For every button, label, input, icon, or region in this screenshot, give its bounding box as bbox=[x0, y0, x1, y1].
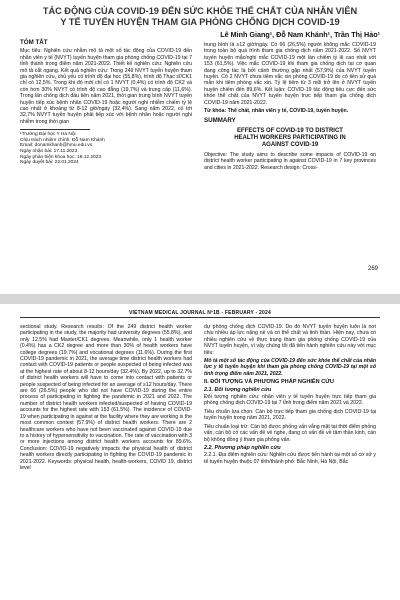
footnote-review: Ngày phản biện khoa học: 18.12.2023 bbox=[20, 154, 102, 160]
footnote-org: ¹Trường Đại học Y Hà Nội bbox=[20, 132, 76, 138]
page-270 bbox=[0, 304, 400, 600]
title-line-2: Y TẾ TUYẾN HUYỆN THAM GIA PHÒNG CHỐNG DỊCH COVID-19 bbox=[60, 16, 340, 27]
footnote-email: Email: donamkhanh@hmu.edu.vn bbox=[20, 143, 93, 149]
right-column-page2 bbox=[204, 324, 376, 467]
section-2-2-1-text: 2.2.1. Địa điểm nghiên cứu: Nghiên cứu được tiến hành tại một số cơ sở y tế tuyến huyện thuộc 07 tỉnh/thành phố: Bắc Ninh, Hà Nội, Bắc bbox=[204, 452, 376, 465]
abstract-vi: Mục tiêu: Nghiên cứu nhằm mô tả một số tác động của COVID-19 đến nhân viên y tế (NVYT) tuyến huyện tham gia phòng chống COVID-19 tại 7 tỉnh thành trong điểm năm 2021-2022. Thiết kế nghiên cứu: Nghiên cứu mô tả cắt ngang. Kết quả nghiên cứu: Trong 249 NVYT tuyến huyện tham gia nghiên cứu, chủ yếu có trình độ đại học (55,8%), trình độ Thạc sĩ/CK1 chỉ có 12,5%. Trong khi đó mới chỉ có 1 NVYT (0,4%) có trình độ CK2 và còn hơn 30% NVYT có trình độ cao đẳng (19,7%) và trung cấp (11,6%). Trong lần chống dịch đầu tiên năm 2021, thời gian trung bình NVYT tuyến huyện tiếp xúc bệnh nhân COVID-19 hoặc người nghi nhiễm chiếm tỷ lệ cao nhất ở khoảng từ 8-12 giờ/ngày (32,4%). Sang năm 2022, có tới 32,7% NVYT tuyến huyện phải tiếp xúc với bệnh nhân hoặc người nghi nhiễm trong thời gian bbox=[20, 48, 192, 125]
abstract-vi-continued: trung bình là ≥12 giờ/ngày. Có 66 (26,5%) người không mắc COVID-19 trong toàn bộ quá trình tham gia chống dịch năm 2021-2022. Số NVYT tuyến huyện mắc/nghi mắc COVID-19 một lần chiếm tỷ lệ cao nhất với 153 (61,5%). Việc mắc COVID-19 khi tham gia chống dịch tại cơ quan đang công tác là bởi cảnh thường gặp nhất (57,9%) của NVYT tuyến huyện. Có 2 NVYT chưa tiêm vắc xin phòng COVID-19 do có tiền sử quá mẫn khi tiêm phòng vắc xin. Tỷ lệ tiêm từ 3 mũi trở lên ở NVYT tuyến huyện chiếm đến 89,6%. Kết luận: COVID-19 tác động tiêu cực đến sức khỏe thể chất của NVYT tuyến huyện trực tiếp tham gia chống dịch COVID-19 năm 2021-2022. bbox=[204, 42, 376, 106]
section-2-heading: II. ĐỐI TƯỢNG VÀ PHƯƠNG PHÁP NGHIÊN CỨU bbox=[204, 379, 334, 386]
footnote-received: Ngày nhận bài: 17.11.2023 bbox=[20, 149, 78, 155]
keywords-vi: Từ khóa: Thể chất, nhân viên y tế, COVID-19, tuyến huyện. bbox=[204, 108, 349, 115]
tomtat-heading: TÓM TẮT bbox=[20, 39, 48, 46]
english-title-line-3: AGAINST COVID-19 bbox=[261, 141, 319, 148]
section-2-1-text: Đối tượng nghiên cứu: nhân viên y tế tuyến huyện trực tiếp tham gia phòng chống dịch COVID-19 tại 7 tỉnh trong điểm năm 2021 và 2022. bbox=[204, 394, 376, 407]
footnote-responsible: Chịu trách nhiệm chính: Đỗ Nam Khánh bbox=[20, 137, 105, 143]
exclusion-criteria: Tiêu chuẩn loại trừ: Cán bộ được phỏng vấn vắng mặt tại thời điểm phỏng vấn, cán bộ có các vấn đề về nghe, đang có vấn đề về tâm thần kinh, cán bộ không đồng ý tham gia phỏng vấn. bbox=[204, 423, 376, 443]
intro-paragraph: dự phòng chống dịch COVID-19. Do đó NVYT tuyến huyện luôn là nơi chịu nhiều áp lực nặng nề và có thể chất và tinh thần. Hiện nay, chưa có nhiều nghiên cứu về thực trạng tham gia phòng chống COVID-19 của NVYT tuyến huyện, vì vậy chúng tôi đã tiến hành nghiên cứu này với mục tiêu: bbox=[204, 324, 376, 356]
header-rule bbox=[20, 317, 380, 318]
title-line-1: TÁC ĐỘNG CỦA COVID-19 ĐẾN SỨC KHỎE THỂ CHẤT CỦA NHÂN VIÊN bbox=[42, 6, 358, 16]
study-objective: Mô tả một số tác động của COVID-19 đến sức khỏe thể chất của nhân lực y tế tuyến huyện khi tham gia phòng chống COVID-19 tại một số tỉnh trọng điểm năm 2021, 2022. bbox=[204, 358, 376, 377]
inclusion-criteria: Tiêu chuẩn lựa chọn: Cán bộ trực tiếp tham gia chống dịch COVID-19 tại tuyến huyện trong năm 2021, 2022. bbox=[204, 408, 376, 422]
summary-heading: SUMMARY bbox=[204, 117, 236, 125]
page-269 bbox=[0, 0, 400, 294]
running-header: VIETNAM MEDICAL JOURNAL Nº1B - FEBRUARY - 2024 bbox=[129, 310, 271, 316]
page-gap bbox=[0, 294, 400, 304]
footnote-accepted: Ngày duyệt bài: 22.01.2024 bbox=[20, 160, 79, 166]
page-number: 269 bbox=[367, 266, 378, 272]
section-2-1-heading: 2.1. Đối tượng nghiên cứu bbox=[204, 386, 272, 393]
left-column-page1 bbox=[20, 40, 192, 166]
footnote-divider bbox=[20, 129, 90, 130]
english-title-line-2: HEALTH WORKERS PARTICIPATING IN bbox=[234, 134, 346, 141]
section-2-2-heading: 2.2. Phương pháp nghiên cứu bbox=[204, 444, 281, 451]
left-column-page2 bbox=[20, 324, 192, 473]
abstract-en: sectional study. Research results: Of the 249 district health worker participating in the study, the majority had university degrees (55.8%), and only 12.5% had Master/CK1 degrees. Meanwhile, only 1 health worker (0.4%) has a CK2 degree and more than 30% of health workers have college degrees (19.7%) and vocational degrees (11.6%). During the first COVID-19 pandemic in 2021, the average time district health workers had contact with COVID-19 patients or people suspected of being infected was at the highest rate of about 8-12 hours/day (32.4%). By 2022, up to 32.7% of district health workers will have to come into contact with patients or people suspected of being infected for an average of ≥12 hours/day. There are 66 (26.5%) people who did not have COVID-19 during the entire process of participating in fighting the pandemic in 2021 and 2022. The number of district health workers infected/suspected of having COVID-19 accounts for the highest rate with 153 (61.5%). The incidence of COVID-19 when participating in against at the facility where they are working is the most common context (57.9%) of district health workers. There are 2 healthcare workers who have not been vaccinated against COVID-19 due to a history of hypersensitivity to vaccination. The rate of vaccination with 3 or more injections among district health workers accounts for 89.6%. Conclusion: COVID-19 negatively impacts the physical health of district health workers directly participating in fighting the COVID-19 pandemic in 2021-2022. Keywords: physical health, health-workers, COVID 19, district level bbox=[20, 324, 192, 471]
authors: Lê Minh Giang¹, Đỗ Nam Khánh¹, Trần Thị Hảo¹ bbox=[220, 30, 380, 39]
english-title bbox=[204, 128, 376, 149]
article-title bbox=[0, 6, 400, 27]
objective-en: Objective: The study aims to describe some impacts of COVID-19 on district health worker participating in against COVID-19 in 7 key provinces and cities in 2021-2022. Research design: Cross- bbox=[204, 151, 376, 171]
english-title-line-1: EFFECTS OF COVID-19 TO DISTRICT bbox=[237, 127, 343, 134]
right-column-page1 bbox=[204, 42, 376, 173]
